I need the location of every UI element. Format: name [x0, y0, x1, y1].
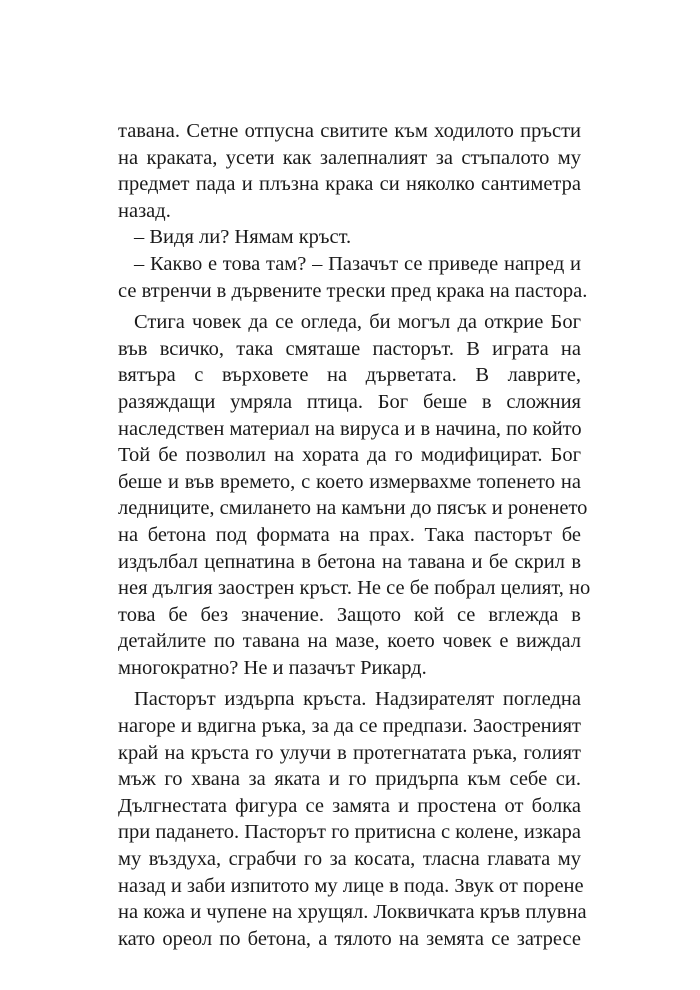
text-line: край на кръста го улучи в протегнатата ръка, голият: [118, 741, 581, 764]
text-line: издълбал цепнатина в бетона на тавана и бе скрил в: [118, 550, 581, 573]
text-line: тавана. Сетне отпусна свитите към ходилото пръсти: [118, 120, 581, 142]
text-line: при падането. Пасторът го притисна с колене, изкара: [118, 821, 581, 844]
text-line: мъж го хвана за яката и го придърпа към себе си.: [118, 768, 581, 791]
text-line: назад.: [118, 199, 171, 222]
text-line: нея дългия заострен кръст. Не се бе побрал целият, но: [118, 577, 591, 600]
text-line: на кожа и чупене на хрущял. Локвичката кръв плувна: [118, 901, 587, 924]
text-line: детайлите по тавана на мазе, което човек е виждал: [118, 630, 581, 653]
text-line: Той бе позволил на хората да го модифицират. Бог: [118, 444, 581, 467]
dialogue-line: – Видя ли? Нямам кръст.: [134, 226, 352, 249]
text-line: на краката, усети как залепналият за стъпалото му: [118, 146, 581, 169]
text-line: във всичко, така смяташе пасторът. В играта на: [118, 337, 581, 360]
body-text: [118, 118, 591, 952]
text-line: му въздуха, сграбчи го за косата, тласна главата му: [118, 848, 581, 871]
text-line: разяждащи умряла птица. Бог беше в сложния: [118, 390, 581, 413]
paragraph: [118, 686, 587, 952]
text-line: предмет пада и плъзна крака си няколко сантиметра: [118, 173, 581, 196]
text-line: многократно? Не и пазачът Рикард.: [118, 656, 427, 679]
text-line: това бе без значение. Защото кой се вглежда в: [118, 603, 581, 626]
text-line: ледниците, смилането на камъни до пясък и роненето: [118, 497, 588, 520]
text-line: назад и заби изпитото му лице в пода. Звук от порене: [118, 874, 584, 897]
text-line: Стига човек да се огледа, би могъл да открие Бог: [134, 311, 581, 334]
paragraph: [118, 118, 581, 224]
dialogue-paragraph: [118, 251, 588, 304]
text-line: вятъра с върховете на дърветата. В лаврите,: [118, 364, 581, 387]
text-line: беше и във времето, с което измервахме топенето на: [118, 470, 581, 493]
text-line: Дългнестата фигура се замята и простена от болка: [118, 794, 581, 817]
paragraph: [118, 309, 591, 681]
text-line: – Какво е това там? – Пазачът се приведе напред и: [134, 252, 581, 275]
text-line: на бетона под формата на прах. Така пасторът бе: [118, 523, 581, 546]
text-line: Пасторът издърпа кръста. Надзирателят погледна: [134, 688, 581, 711]
text-line: като ореол по бетона, а тялото на земята се затресе: [118, 927, 581, 950]
text-line: наследствен материал на вируса и в начина, по който: [118, 417, 582, 440]
text-line: се втренчи в дървените трески пред крака на пастора.: [118, 279, 588, 302]
text-line: нагоре и вдигна ръка, за да се предпази. Заостреният: [118, 715, 581, 738]
